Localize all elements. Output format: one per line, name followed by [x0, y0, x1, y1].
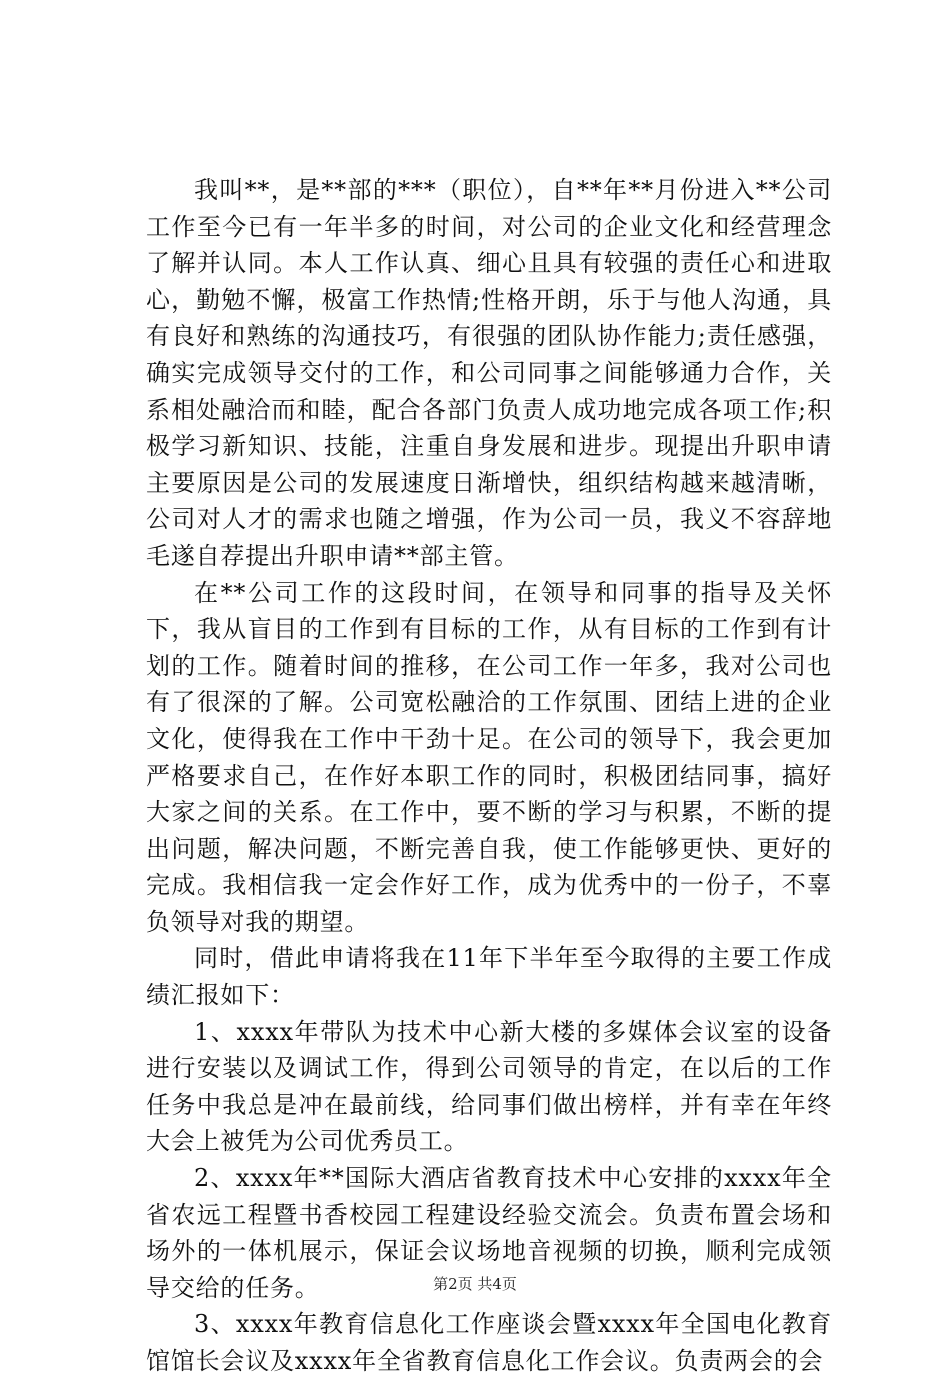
paragraph-achievement-2: 2、xxxx年**国际大酒店省教育技术中心安排的xxxx年全省农远工程暨书香校园工程建设经验交流会。负责布置会场和场外的一体机展示，保证会议场地音视频的切换，顺利完成领导交给的任务。 [146, 1164, 832, 1302]
paragraph-achievements-intro: 同时，借此申请将我在11年下半年至今取得的主要工作成绩汇报如下： [146, 944, 832, 1010]
page-number-footer: 第2页 共4页 [433, 1275, 517, 1293]
paragraph-experience: 在**公司工作的这段时间，在领导和同事的指导及关怀下，我从盲目的工作到有目标的工作，从有目标的工作到有计划的工作。随着时间的推移，在公司工作一年多，我对公司也有了很深的了解。公司宽松融洽的工作氛围、团结上进的企业文化，使得我在工作中干劲十足。在公司的领导下，我会更加严格要求自己，在作好本职工作的同时，积极团结同事，搞好大家之间的关系。在工作中，要不断的学习与积累，不断的提出问题，解决问题，不断完善自我，使工作能够更快、更好的完成。我相信我一定会作好工作，成为优秀中的一份子，不辜负领导对我的期望。 [146, 578, 832, 936]
paragraph-intro: 我叫**，是**部的***（职位），自**年**月份进入**公司工作至今已有一年半多的时间，对公司的企业文化和经营理念了解并认同。本人工作认真、细心且具有较强的责任心和进取心，勤勉不懈，极富工作热情;性格开朗，乐于与他人沟通，具有良好和熟练的沟通技巧，有很强的团队协作能力;责任感强，确实完成领导交付的工作，和公司同事之间能够通力合作，关系相处融洽而和睦，配合各部门负责人成功地完成各项工作;积极学习新知识、技能，注重自身发展和进步。现提出升职申请主要原因是公司的发展速度日渐增快，组织结构越来越清晰，公司对人才的需求也随之增强，作为公司一员，我义不容辞地毛遂自荐提出升职申请**部主管。 [146, 176, 832, 570]
document-body [146, 172, 832, 1380]
paragraph-achievement-3: 3、xxxx年教育信息化工作座谈会暨xxxx年全国电化教育馆馆长会议及xxxx年全省教育信息化工作会议。负责两会的会 [146, 1310, 832, 1375]
paragraph-achievement-1: 1、xxxx年带队为技术中心新大楼的多媒体会议室的设备进行安装以及调试工作，得到公司领导的肯定，在以后的工作任务中我总是冲在最前线，给同事们做出榜样，并有幸在年终大会上被凭为公司优秀员工。 [146, 1017, 832, 1156]
